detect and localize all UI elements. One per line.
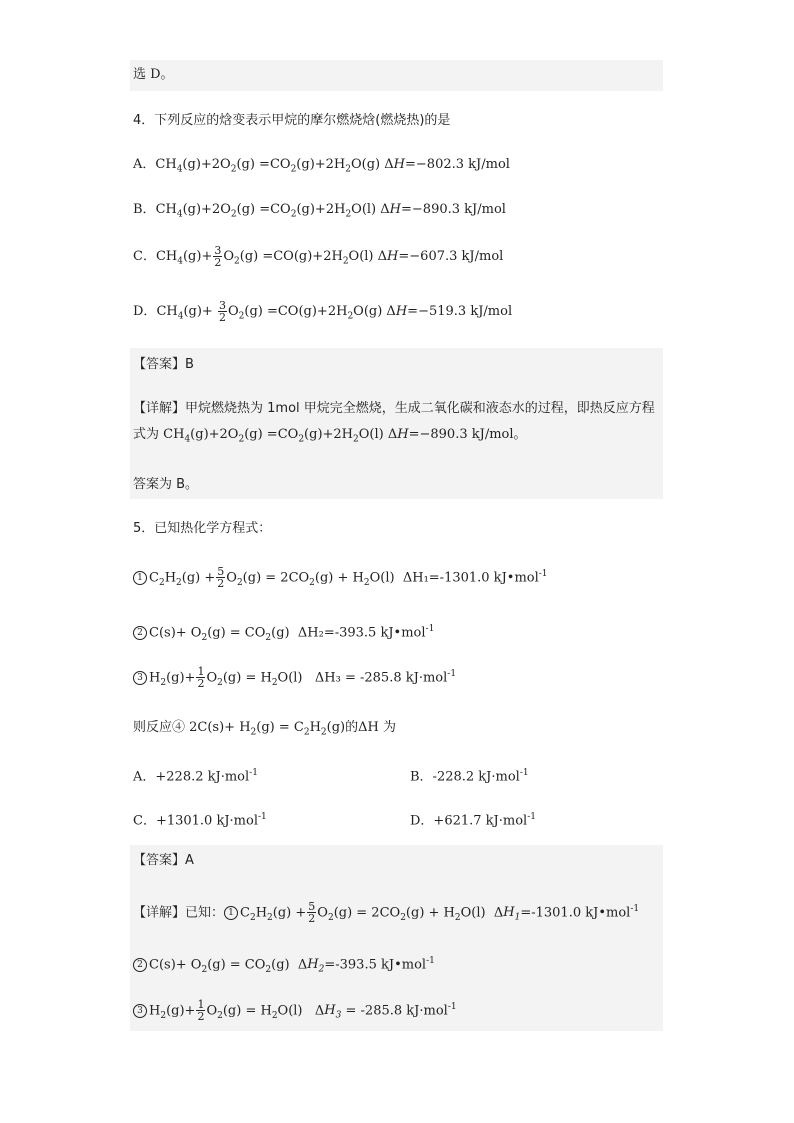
q5-option-a: A．+228.2 kJ·mol$^{-1}$ xyxy=(133,768,258,785)
q5-equation-2: 2 $C(s)+ O_2(g) = CO_2(g)$ ΔH₂=-393.5 kJ•mol$^{-1}$ xyxy=(133,620,434,647)
fraction-3-2: $\frac{3}{2}$ xyxy=(218,299,226,324)
q5-ask: 则反应④ $2C(s)+ H_2(g) = C_2H_2(g)$的ΔH 为 xyxy=(133,720,396,738)
q4-option-c: C．$CH_4(g)+$ $\frac{3}{2}$ $O_2(g) =CO(g)+2H_2O(l)$ ΔH=−607.3 kJ/mol xyxy=(133,244,504,269)
shade-top xyxy=(130,60,663,91)
q5-detail-1: 【详解】已知： 1 $C_2H_2(g)$ + $\frac{5}{2}$ $O_2(g) = 2CO_2(g) + H_2O(l)$ $\Delta H_1=-1301.0$ kJ•mol$^{-1}$ xyxy=(133,900,640,926)
q4-option-b: B．$CH_4(g)+2O_2(g) =CO_2(g)+2H_2O(l)$ ΔH=−890.3 kJ/mol xyxy=(133,202,506,220)
circle-3-icon: 3 xyxy=(133,1004,147,1018)
q4-answer: 【答案】B xyxy=(133,357,194,372)
q5-detail-3: 3 $H_2(g)+$ $\frac{1}{2}$ $O_2(g) = H_2O(l) \Delta H_3 = -285.8$ kJ·mol$^{-1}$ xyxy=(133,998,457,1025)
q5-equation-3: 3 $H_2(g)+$ $\frac{1}{2}$ $O_2(g) = H_2O(l) \Delta H_3 = -285.8$ kJ·mol$^{-1}$ xyxy=(133,665,456,692)
q5-stem: 5．已知热化学方程式： xyxy=(133,521,272,536)
q5-detail-2: 2 $C(s)+ O_2(g) = CO_2(g)$ $\Delta H_2=-393.5$ kJ•mol$^{-1}$ xyxy=(133,952,435,979)
q4-detail-end: 答案为 B。 xyxy=(133,477,199,492)
q4-option-d: D．$CH_4(g)+$ $\frac{3}{2}$ $O_2(g) =CO(g)+2H_2O(g)$ ΔH=−519.3 kJ/mol xyxy=(133,299,513,324)
line-1: 选 D。 xyxy=(133,67,174,82)
q4-option-a: A．$CH_4(g)+2O_2(g) =CO_2(g)+2H_2O(g)$ ΔH=−802.3 kJ/mol xyxy=(133,157,510,175)
q4-stem: 4．下列反应的焓变表示甲烷的摩尔燃烧焓(燃烧热)的是 xyxy=(133,113,451,128)
circle-1-icon: 1 xyxy=(224,906,238,920)
q5-option-c: C．+1301.0 kJ·mol$^{-1}$ xyxy=(133,812,267,829)
q5-option-b: B．-228.2 kJ·mol$^{-1}$ xyxy=(410,768,529,785)
circle-2-icon: 2 xyxy=(133,958,147,972)
q4-detail: 【详解】甲烷燃烧热为 1mol 甲烷完全燃烧，生成二氧化碳和液态水的过程，即热反应方程式为 $CH_4(g)+2O_2(g) =CO_2(g)+2H_2O(l)$ ΔH=−890.3 kJ/mol。 xyxy=(133,401,655,445)
fraction-5-2: $\frac{5}{2}$ xyxy=(217,565,225,591)
fraction-3-2: $\frac{3}{2}$ xyxy=(214,244,222,269)
fraction-1-2: $\frac{1}{2}$ xyxy=(197,998,205,1024)
fraction-5-2: $\frac{5}{2}$ xyxy=(308,900,316,926)
q5-option-d: D．+621.7 kJ·mol$^{-1}$ xyxy=(410,812,536,829)
fraction-1-2: $\frac{1}{2}$ xyxy=(197,665,205,691)
circle-3-icon: 3 xyxy=(133,671,147,685)
circle-2-icon: 2 xyxy=(133,626,147,640)
q5-equation-1: 1 $C_2H_2(g)$ + $\frac{5}{2}$ $O_2(g) = 2CO_2(g) + H_2O(l)$ ΔH₁=-1301.0 kJ•mol$^{-1}$ xyxy=(133,565,548,592)
q5-answer: 【答案】A xyxy=(133,853,194,868)
circle-1-icon: 1 xyxy=(133,571,147,585)
